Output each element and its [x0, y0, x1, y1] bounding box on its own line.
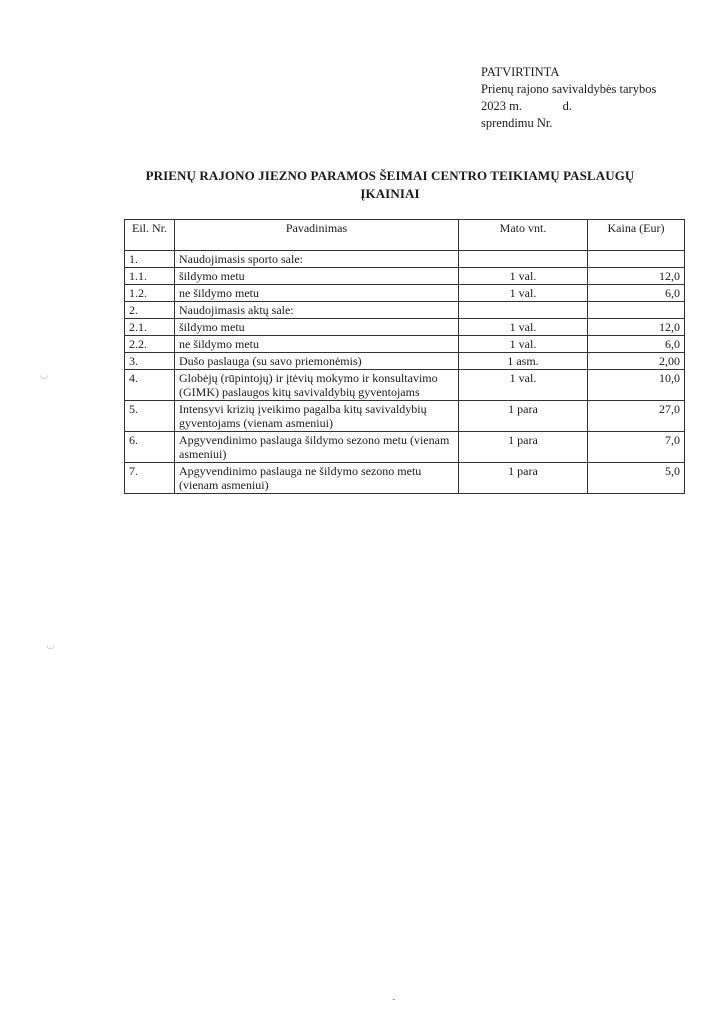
row-unit: 1 val. [459, 319, 588, 336]
row-name: Naudojimasis aktų sale: [175, 302, 459, 319]
row-number: 1.2. [125, 285, 175, 302]
row-name: Dušo paslauga (su savo priemonėmis) [175, 353, 459, 370]
table-row [125, 302, 685, 319]
approval-decision: sprendimu Nr. [481, 116, 553, 130]
row-number: 7. [125, 463, 175, 494]
header-price: Kaina (Eur) [588, 220, 685, 251]
scan-speck: ◡ [40, 370, 49, 381]
title-line-2: ĮKAINIAI [360, 186, 420, 201]
row-price: 2,00 [588, 353, 685, 370]
row-name: šildymo metu [175, 268, 459, 285]
row-number: 6. [125, 432, 175, 463]
header-name: Pavadinimas [175, 220, 459, 251]
row-unit: 1 val. [459, 370, 588, 401]
table-row [125, 251, 685, 268]
table-row [125, 268, 685, 285]
table-header-row [125, 220, 685, 251]
row-number: 2. [125, 302, 175, 319]
table-row [125, 401, 685, 432]
row-unit: 1 para [459, 432, 588, 463]
header-number: Eil. Nr. [125, 220, 175, 251]
row-price: 6,0 [588, 285, 685, 302]
row-unit: 1 val. [459, 285, 588, 302]
row-name: Apgyvendinimo paslauga šildymo sezono metu (vienam asmeniui) [175, 432, 459, 463]
row-unit: 1 asm. [459, 353, 588, 370]
row-number: 4. [125, 370, 175, 401]
approval-label: PATVIRTINTA [481, 65, 560, 79]
row-name: šildymo metu [175, 319, 459, 336]
row-price [588, 251, 685, 268]
pricing-table [124, 219, 685, 494]
approval-block [481, 64, 656, 132]
row-name: Intensyvi krizių įveikimo pagalba kitų savivaldybių gyventojams (vienam asmeniui) [175, 401, 459, 432]
row-number: 2.2. [125, 336, 175, 353]
row-price [588, 302, 685, 319]
document-title [110, 167, 670, 203]
row-name: Naudojimasis sporto sale: [175, 251, 459, 268]
row-number: 3. [125, 353, 175, 370]
approval-council: Prienų rajono savivaldybės tarybos [481, 82, 657, 96]
row-number: 1.1. [125, 268, 175, 285]
row-price: 12,0 [588, 319, 685, 336]
table-row [125, 319, 685, 336]
table-row [125, 285, 685, 302]
header-unit: Mato vnt. [459, 220, 588, 251]
row-name: ne šildymo metu [175, 285, 459, 302]
row-name: ne šildymo metu [175, 336, 459, 353]
row-name: Globėjų (rūpintojų) ir įtėvių mokymo ir konsultavimo (GIMK) paslaugos kitų savivaldybių gyventojams [175, 370, 459, 401]
row-name: Apgyvendinimo paslauga ne šildymo sezono metu (vienam asmeniui) [175, 463, 459, 494]
title-line-1: PRIENŲ RAJONO JIEZNO PARAMOS ŠEIMAI CENTRO TEIKIAMŲ PASLAUGŲ [145, 168, 635, 183]
scan-speck: ˇ [392, 998, 396, 1009]
scan-speck: ◡ [46, 640, 55, 651]
row-unit: 1 val. [459, 268, 588, 285]
table-row [125, 336, 685, 353]
approval-date: 2023 m. d. [481, 99, 572, 113]
row-number: 1. [125, 251, 175, 268]
row-price: 10,0 [588, 370, 685, 401]
row-number: 5. [125, 401, 175, 432]
table-row [125, 432, 685, 463]
row-unit: 1 para [459, 463, 588, 494]
table-row [125, 463, 685, 494]
row-price: 27,0 [588, 401, 685, 432]
row-price: 5,0 [588, 463, 685, 494]
row-price: 6,0 [588, 336, 685, 353]
row-price: 12,0 [588, 268, 685, 285]
row-unit: 1 val. [459, 336, 588, 353]
table-row [125, 370, 685, 401]
table-row [125, 353, 685, 370]
row-number: 2.1. [125, 319, 175, 336]
row-unit: 1 para [459, 401, 588, 432]
row-unit [459, 251, 588, 268]
row-unit [459, 302, 588, 319]
row-price: 7,0 [588, 432, 685, 463]
